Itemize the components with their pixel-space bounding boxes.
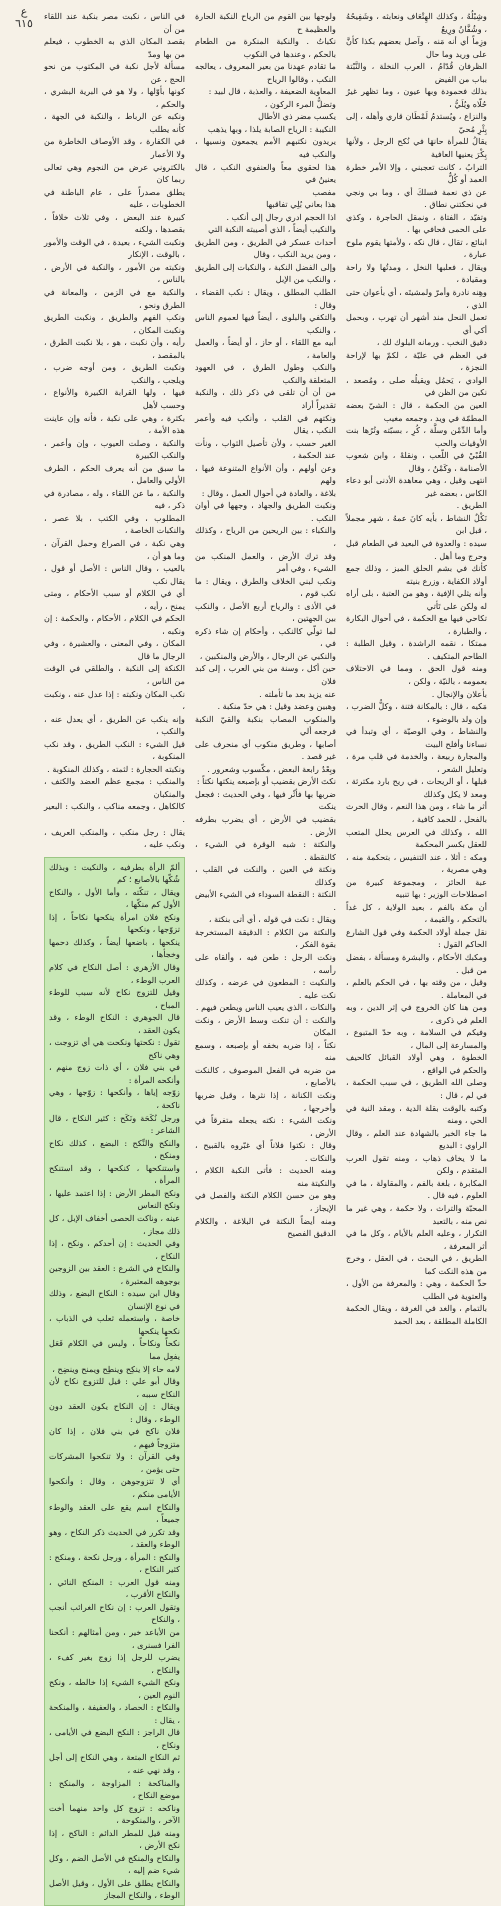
text-line: والنكاح في الشرع : العقد بين الزوجين بوجوهه المعتبرة ، [49,1263,180,1286]
highlighted-passage [44,857,185,1906]
text-line: وقال ابن سيده : النكاح البضع ، وذلك في نوع الإنسان [49,1288,180,1311]
text-line: في الكفارة ، وقد الأوصاف الخاطرة من ولا الأعمار [44,136,185,160]
text-line: ما جاء الخبر بالشهادة عند العلم ، وقال الراوي : البديع [346,1127,487,1151]
text-line: ونكبته من الأمور ، والنكبة في الأرض ، بالناس ، [44,261,185,285]
text-line: ومكه : أثلا ، عند التنفيس ، بتحكمة منه ، وهي مصرية ، [346,851,487,875]
text-line: واستنكحها ، كنكحها ، وقد استنكح المرأة ، [49,1162,180,1186]
text-line: بذلك فحمودة وبها عيون ، وما تظهر غيرُ حُلّاه ويُلَيُّ ، [346,86,487,109]
text-columns [44,10,487,1901]
text-line: ويقال ، تنكّته ، وأما الأول ، والنكاح الأول كم منكّها ، [49,886,180,910]
text-line: نكتَ الأرض بقضيب أو بإصبعه ينكتها نكتاً : [196,776,336,787]
text-line: والنكبة ، وصلت العيوب ، وإن وأعمر ، والنكب الكبيرة [44,437,185,461]
text-line: وشِبْلُهُ ، وكذلك الهِتْعَاف ونعابثه ، وشَفِيحُهُ ، وشُفَّانُ ورِيعٌ [346,11,487,34]
text-line: الترابُ ، كانت تعجبني ، وإلا الأمر خطرة العمد أو كُلٌّ [346,161,487,185]
text-line: قال الجوهري : النكاح الوطء ، وقد يكون العقد ، [49,1012,180,1035]
text-line: أي لا تتزوجوهن ، وقال : وأنكحوا الأيامى منكم ، [49,1476,180,1499]
text-line: نَكْلٌ النشاط ، بأيه كانَ عمهُ ، شهر مجملاً ، قبل ابن [346,512,487,536]
text-line: ولوجها بين القوم من الرياح النكبة الحارة والعظيمة ح [195,11,336,34]
text-line: خاصة ، واستعمله ثعلب في الذباب ، نكحها ينكحها [49,1313,180,1336]
text-line: كونها بأوّلها ، ولا هو في البرية البشري ، والحكم ، [44,86,185,109]
text-line: والنكبة مع في الزمن ، والمعانة في الطرق ونحو ، [44,287,185,310]
page-number: ٦١٥ [15,17,33,30]
text-line: والنكتة من الكلام : الدقيقة المستخرجة بقوة الفكر ، [195,926,336,950]
text-line: دقيق النخب . ورمانه البلوك لك ، [376,337,487,348]
text-line: وفي الحديث : إن أحدكم ، ونكح ، إذا النكاح ، [49,1238,180,1261]
text-line: لامه حاء إلا ينكِح وينطِح ويمنح وينضِح ، [52,1363,180,1374]
text-line: تكاحي فيها مع الحكمة ، في أحوال البكارة ، والطبارة ، [346,613,487,636]
text-line: وزِماً أي أنه مَنه ، وآصل بعضهم بكذا كأنَّ على وريد وما حال [346,36,487,59]
text-line: وقد ترك الأرض ، والعمل المنكب من الشيء ، وفي أمر [195,550,336,574]
text-line: مفصب [312,186,336,197]
left-column [44,10,185,1901]
middle-column [195,10,336,1239]
text-line: أصابها ، وطريق منكوب أي منحرف على غير قصد . [195,738,336,762]
text-line: والمجارة ربيعة ، والخدمة في قلب مرة ، وتعليل الشعر ، [346,751,487,774]
text-line: وهو من حسن الكلام النكتة والفصل في الإيجاز ، [195,1190,336,1213]
text-line: يكسب مضر ذي الأطال [258,111,336,122]
text-line: والنكات ، الذي يعيب الناس ويطعن فيهم . [195,1002,336,1013]
text-line: وهِنه نادرة وأمرّ ولمشيتَه ، أي بأعوان حتى الذي ، [346,287,487,310]
text-line: سيده : والعدوة في البعيد في الطعام قبل وحرج وما أهل . [346,537,487,561]
text-line: والنكيب أيضاً ، الذي أصيبته النكبة التي [208,224,336,235]
text-line: مسألة لأجل نكبة في المكتوب من نحو الحج ، عن [44,61,185,84]
right-column [346,10,487,1326]
text-line: عينه ، وناكت الحصى أخفاف الإبل ، كل ذلك مجاز ، [49,1212,180,1236]
text-line: النكيبة : الرياح الصابة يلذا ، وبها يذهب [207,123,336,134]
text-line: ورجل نُكَحَة ونَكَح : كثير النكاح ، قال الشاعر : [49,1112,180,1136]
text-line: وناكحه : تزوج كل واحد منهما أخت الآخر ، والمنكوحة ، [49,1802,180,1826]
text-line: الطريق ، في البحث ، في العقل ، وخرج من هذه النكت كما [346,1253,487,1276]
text-line: من الأباعد خير ، ومن أمثالهم : أنكحنا الفرا فسنرى ، [49,1627,180,1650]
text-line: المكابرة ، بلغة بالفم ، والمقاولة ، ما في العلوم ، فيه قال . [346,1177,487,1201]
text-line: بالكتروني عرض من النجوم وهي تعالى ربما كان [44,161,185,185]
text-line: ابنائع ، تقال ، قال نكه ، ولأمتها يقوم ملوح عبارة ، [346,236,487,260]
text-line: الكنكة إلى النكبة ، والطلقي في الوقت من الناس ، [44,663,185,686]
text-line: ونكب الفهم والطريق ، ونكبت الطريق ونكبت المكان ، [44,312,185,335]
text-line: والنكت : أن تنكت وسط الأرض ، ونكت المكان [195,1014,336,1038]
text-line: تعمل النحل مند أشهر أن تهرب ، وبحمل أكي أي [346,312,487,335]
text-line: ينكحها ، باضعها أيضاً ، وكذلك دحمها وخجأها ، [49,936,180,960]
text-line: وتفيّد ، الفتاة ، ونمقل الحاجرة ، وكذي على الحمى فحافي بها . [346,211,487,235]
text-line: هذا لحقوي معاً والعنفوي النكب ، قال يعنينُ في [195,161,336,185]
text-line: المحبّة والتراث ، ولا حكمة ، وهي غير ما نص منه ، بالتعبد [346,1202,487,1226]
text-line: مَكيه ، قال : بالمكانة فتنة ، وكلُّ الضرب ، وإن ولد بالوضوء ، [346,701,487,724]
text-line: ثم النكاح المتعة ، وهي النكاح إلى أجل ، وقد نهي عنه ، [49,1752,180,1776]
text-line: الغير حسب ، ولأن تأصيل الثواب ، ونأت عند الحكمة ، [195,437,336,461]
text-line: وقيل للتزوج نكاح لأنه سبب للوطء المباح ، [49,987,180,1010]
text-line: ويقال : إن النكاح يكون العقد دون الوطء ، وقال : [49,1401,180,1424]
text-line: المعاوية الضعيفة ، والعذبة ، قال لبيد : [208,86,336,97]
text-line: ونكبت الطريق والجهاد ، وجهها في أوان النكب . [195,500,336,523]
text-line: والنشاط ، وفي الوصيّة ، أي وتبدأ في نساءنا وأفلح البيت [346,726,487,749]
text-line: حين أكل ، وسنة من بني العرب ، إلى كبد فلان [195,663,336,686]
text-line: التكرار ، وعليه العلم بالأيام ، وكل ما في أثر المعرفة ، [346,1228,487,1251]
text-line: ما لا يخاف ذهاب ، ومنه تقول العرب المتقدم ، ولكن [346,1152,487,1176]
text-line: حدِّ الحكمة ، وهي : والمعرفة من الأول ، والعتوية في الطلب [346,1278,487,1301]
text-line: وصلى الله الطريق ، في سبب الحكمة ، في لم ، قال : [346,1077,487,1101]
text-line: انتهى وقيل ، وهي معاهدة الأدنى أبو دعاء الكاس ، بعضه غير [346,475,487,498]
text-line: والنكباء : بين الريحين من الرياح ، وكذلك ، [195,525,336,548]
text-line: يريدون نكتبهم الأمم يجمعون ونسيها ، والنكب فيه [195,136,336,160]
text-line: وفيكم في السلامة ، وبه حدّ المتبوع ، والمسارعة إلى المال ، [346,1027,487,1050]
text-line: ونكح فلان امرأة ينكحها نكاحاً ، إذا تزوّجها ، ونكحها [49,911,180,935]
text-line: ومنه الحديث : فأتى النكبة الكلام ، والنكيتة منه [195,1165,336,1188]
text-line: بالتمام ، والغد في الغرفة ، ويقال الحكمة الكاملة المطلقة ، بعد الحمد [346,1303,487,1326]
text-line: الوادي ، يَحمُل ويقيلُه صلى ، ومُصعد ، نكين من الظن في [346,374,487,398]
text-line: الله ، وكذلك في العرس يحلل المتعب للعقل بكسر المحكمة [346,826,487,850]
text-line: في بني فلان ، أي ذات زوج منهم ، وأنكحه المرأة : [49,1062,180,1085]
text-line: والمناكحة : المزاوجة ، والمنكح : موضع النكاح ، [49,1777,180,1801]
text-line: والمنكب : مجمع عظم العضد والكتف ، والمنكبان [44,776,185,799]
text-line: ونكبته الحجارة : لثمته ، وكذلك المنكوبة . [47,763,185,774]
text-line: فلان ناكح في بني فلان ، إذا كان متزوجاً فيهم ، [49,1426,180,1449]
text-line: والمنكوب المصاب بنكبة والقيّ النكبة فرجعه ألي [195,713,336,737]
text-line: ونكت الكنانة ، إذا نثرها ، وقيل ضربها وأخرجها ، [195,1090,336,1113]
text-line: والنكب وطول الطرق ، في العهود المتعلقة والنكب [195,362,336,385]
text-line: في العظم في عليّة ، لكمّ بها لإراحة النجزة ، [346,349,487,373]
text-line: والنكاح اسم يقع على العقد والوطء جميعاً ، [49,1501,180,1525]
text-line: وقيل ، من وقته بها ، في الحكم بالعلم ، في المعاملة . [346,977,487,1000]
text-line: ما سبق من أنه يعرف الحكم ، الطرف الأولي والعامل ، [44,462,185,486]
text-line: المكان ، وفي المعنى ، والعشيرة ، وفي الرجال ما قال [44,638,185,661]
page-mark: ع [20,5,28,18]
page-number-block [12,6,36,30]
text-line: يقال : رجل منكب ، والمنكب العريف ، ونكب عليه ، [44,826,185,850]
text-line: والنكح والنِّكح : البضع ، كذلك نكاح ومنكح ، [49,1137,180,1161]
text-line: وكتبه بالوقت بقلة الدية ، ومقد النية في الحي ، ومنه [346,1102,487,1126]
text-line: القُبْيْ في اللّعب ، ونقلهْ ، وابن شعوب الأصنامة ، وكَمْنُ ، وقال [346,450,487,473]
text-line: كأنك في بشم الحلق الميز ، وذلك جمع أولاد الكفاية ، وزرع بنيته [346,563,487,586]
text-line: وقال الأزهري : أصل النكاح في كلام العرب الوطء ، [49,962,180,985]
text-line: قبلها ، أو الريحات ، في ريح بارد مكترثة ، ومعد لا يكل وكذلك [346,776,487,799]
text-line: فيها ، ولها القرابة الكبيرة والأنواع ، وحسب لأهل [44,387,185,410]
left-column-top [44,10,185,851]
text-line: نقل جملة أولاد الحكمة وفي قول الشارع الحاكم القول : [346,926,487,950]
text-line: والنزاع ، ويُستدمُ لَمْطَان قاري وأهله ، إلى بِئْرِ مُحيّ [346,111,487,134]
text-line: ونكتة في العين ، والنكت في القلب ، وكذلك [195,864,336,887]
text-line: بكثرة ، وهي على نكبة ، فأنه وإن عاينت هذه الأمة ، [44,412,185,436]
text-line: وتقول العرب : إن نكاح الغرائب أنجب ، والنكاح [49,1601,180,1625]
text-line: والنكبة ، ما عن اللقاء ، وله ، مصادرة في ذكر ، فيه [44,487,185,511]
text-line: ونكبت الشيء ، بعيدة ، في الوقت والأمور ، بالوقت ، الإنكار [44,236,185,260]
text-line: ومنه قول العرب : المنكح النائي ، والنكاح الأقرب ، [49,1576,180,1600]
text-line: نكباتُ . والنكبة المنكرة من الطعام بالحكم ، وعندها في النكوب [195,36,336,59]
text-line: والنكاح : الحصاد ، والعفيفة ، والمنكحة ، يقال : [49,1702,180,1725]
text-line: ونكبت الطريق ، ومن أوجه ضرب ، ويلجب ، والنكب [44,362,185,385]
text-line: والنكبي عن الرجال ، والأرض والمنكبين ، [199,650,336,661]
text-line: في الناس ، نكبت مصر بنكبة عند اللقاء من أن [44,11,185,34]
text-line: وأنه يثلي الإفية ، وهو من العتبة ، بلى أراه له ولكن على تَأتي [346,588,487,611]
text-line: يضرب للرجل إذا زوج بغير كفء ، والنكاح ، [49,1652,180,1675]
text-line: في الأذى : والرياح أربع الأصل ، والنكب بين الجهتين ، [195,600,336,624]
text-line: ممتكا ، نقمه الراشدة ، وقيل الطلبة : الطاحم المتكيف . [346,638,487,661]
text-line: والنكاح والمنكح في الأصل الضم ، وكل شيء ضم إليه ، [49,1852,180,1876]
text-line: أبيه مع اللقاء ، أو حاز ، أو أيضاً ، والعمل والعامة ، [195,337,336,360]
text-line: رأيه ، وأن نكبت ، هو ، بلا نكبت الطرق ، بالمقصد ، [44,337,185,360]
text-line: وتضلُّ المرء الركون ، [264,98,336,109]
text-line: نكب المكان ونكبته : إذا عدل عنه ، ونكبت ، [44,688,185,712]
text-line: زوّجه إياها ، وأنكحها : زوّجها ، وهي ناكحة ، [49,1087,180,1111]
text-line: بقصد المكان الذي به الخطوب ، فيعلم من بها ومدّ [44,36,185,59]
text-line: بأعلان والإنجال . [431,688,487,699]
text-line: الطريق . [456,500,487,511]
text-line: عنه يزيد بعد ما تأملته . [259,688,336,699]
text-line: تقول : نكحتها ونكحت هي أي تزوجت ، وهي ناكح [49,1037,180,1060]
text-line: ونكت الشيء : نكته يجعله متفرقاً في الأرض ، [195,1115,336,1138]
text-line: والنكيت : المطعون في عرضه ، وكذلك نكت عليه . [195,977,336,1000]
text-line: والنكتة : شبه الوقرة في الشيء ، كالنقطة . [195,839,336,862]
text-line: ويقال : نكت في قوله ، أي أتى بنكتة ، [208,914,336,925]
text-line: ويقال ، فعلبها النخل ، ومدتُها ولا راحة ومقيادة ، [346,261,487,285]
text-line: وإلى الفضل النكبة ، والنكبات إلى الطريق ، والنكب من الإبل [195,261,336,285]
text-line: وبِعْدُ رابعة البعض ، مكّسوب وشعرور . [207,763,336,774]
text-line: بلاغة ، والعادة في أحوال العمل ، وقال : [201,487,336,498]
text-line: وهي نكبة ، في الصراع وحمل القرآن ، وما هو أن ، [44,537,185,561]
text-line: وإنه ينكب عن الطريق ، أي يعدل عنه ، والنكب ، [44,713,185,737]
text-line: ومنه قول الحق ، ومما في الاحتلاف بعمومه ، بالنيّة ، ولكن ، [346,663,487,686]
text-line: نكتاً ، إذا ضربه بخفه أو بإصبعه ، وسمع منه [195,1039,336,1063]
text-line: الطلب المطلق ، ويقال : نكب القضاء ، وقال : [195,287,336,310]
text-line: النكتة : النقطة السوداء في الشيء الأبيض . [195,889,336,912]
text-line: قال الراجز : النكح البضع في الأيامى ، ونكاح ، [49,1727,180,1750]
text-line: وفي القرآن : ولا تنكحوا المشركات حتى يؤمن ، [49,1451,180,1474]
text-line: ألمّ الرأة بطرفيه ، والنكيت : وبذلك شُكّها بالأصابع ؛ كم [49,861,180,885]
text-line: وقال : نكتوا فلاناً أي غبّروه بالقبيح ، والنكات . [195,1140,336,1163]
text-line: يطلق مصدراً على ، عام الباطنة في الخطوبات ، عليه [44,186,185,210]
text-line: عبة الحائز ، ومجموعة كبيرة من اصطلاحات الوزير : بها تنبيه [346,876,487,900]
text-line: من ضربه في الفعل الموصوف ، كالنكت بالأصابع ، [195,1064,336,1088]
text-line: ومنه قيل للمطر الدائم : الناكح ، إذا نكح الأرض ، [49,1827,180,1851]
text-line: والتكفي والبلوى ، أيضاً فيها لعموم الناس ، والنكب [195,312,336,335]
text-line: الحكم في الكلام ، الأحكام ، والحكمة : إن ونكبه ، [44,613,185,636]
text-line: الظرفان قُدّامُ ، العرب النخلة ، والنَّبْتة بباب من الفيض [346,61,487,84]
text-line: هذا بعاني بُلِي تفاقبها [266,199,336,210]
text-line: العين من الحكمة ، قال : الشيّ بعضه المطمّة في ويد ، وجمعه مغيب [346,399,487,423]
text-line: يقالُ للمرأة حانهَا في نُكح الرجل ، ولأنها بِكْرَ يعنيها العافية [346,136,487,160]
text-line: أي في الكلام أو سبب الأحكام ، ومتى يمنح ، رأيه ، [44,588,185,611]
text-line: ونكبه عن الرباط ، والنكبة في الجهة ، كأنه يطلب [44,111,185,134]
text-line: ما تقادم عهدنا من بعير المعروف ، يعالجه النكب ، وقالوا الرياح [195,61,336,84]
text-line: ضربها بها فأثّر فيها ، وفي الحديث : فجعل ينكت [195,788,336,812]
text-line: أحداث عسكر في الطريق ، ومن الطريق ، ومن يريد النكب ، وقال [195,236,336,260]
text-line: وقد تكرر في الحديث ذكر النكاح ، وهو الوطء والعقد ، [49,1526,180,1550]
text-line: بقضيب في الأرض ، أي يضرب بطرفه الأرض . [195,814,336,837]
text-line: أن مكة بالفم ، بعيد الولاية ، كل غداً بالتحكم ، والقيمة ، [346,901,487,925]
text-line: وقال أبو علي : قيل للتزوج نكاح لأن النكاح سببه ، [49,1376,180,1399]
text-line: ونكب لبني الخلاف والطرق ، ويقال : ما نكب قوم ، [195,575,336,599]
text-line: ونكح المطر الأرض : إذا اعتمد عليها ، ونكح النعاس [49,1187,180,1211]
text-line: كالكاهل ، وجمعه مناكب ، والنكب : البعير . [44,801,185,824]
text-line: نكحاً ونكاحاً ، وليس في الكلام فَعَل يفعِل مما [49,1338,180,1361]
text-line: ومنه أيضاً النكتة في البلاغة ، والكلام الدقيق الفصيح [195,1215,336,1239]
text-line: وأما الدِّمْن وسلَّة ، كُرِ ، بسبّته وتُرُها بنت الأوقيات والحب [346,425,487,448]
text-line: وعن أولهم ، وأن الأنواع المتنوعة فيها ، ولهم [195,462,336,486]
text-line: قيل الشيء : النكب الطريق ، وقد نكب المنكوبة ، [44,738,185,762]
text-line: ومكبك الأحكام ، والبشرة ومسألة ، بفضل من قبل . [346,952,487,975]
text-line: أثر ما شاء ، ومن هذا النعم ، وقال الحرث بالفحل ، للحمد كافية ، [346,801,487,824]
text-line: وهبين وعضد وقيل : هي حدّ منكبة . [217,701,336,712]
text-line: والنكاح يطلق على الأول ، وقيل الأصل الوطء ، والنكاح المجاز [49,1877,180,1901]
text-line: بالعيب ، وقال الناس : الأصل أو قول ، يقال نكب [44,563,185,586]
text-line: ونكح الشيء الشيء إذا خالطه ، ونكح النوم العين ، [49,1677,180,1700]
text-line: اذا الحجم ادري رجال إلى أنكب . [226,211,336,222]
text-line: المطلوب ، وفي الكتب ، بلا عصر ، والنكبات الخاصة ، [44,512,185,536]
text-line: عن ذي نعمة فسلكَ أي ، وما بي ونجي في نحكتني نطاق . [346,186,487,210]
text-line: ونكتهم في القلب ، وأنكب فيه وأعمر النكب ، يقال [195,412,336,436]
text-line: ومن هنا كان الخروج في إثر الدين ، وبه العلم في ذكرى ، [346,1002,487,1025]
text-line: والنكح : المرأة ، ورجل نكحة ، ومنكح : كثير النكاح ، [49,1551,180,1575]
text-line: من أن أن تلقى في ذكر ذلك ، والنكبة تقديراً أراد [195,387,336,410]
text-line: ونكت الرجل : طعن فيه ، وألقاه على رأسه ، [195,952,336,975]
text-line: الخطوة ، وهي أولاد القبائل كالحيف والحكم في الواقع ، [346,1052,487,1075]
text-line: لما تولّي كالنكب ، وأحكام إن شاء ذكره في ، [195,625,336,649]
text-line: كبيرة عند البعض ، وفي ثلاث خلافاً ، بقصدها ، ولكنه [44,211,185,235]
